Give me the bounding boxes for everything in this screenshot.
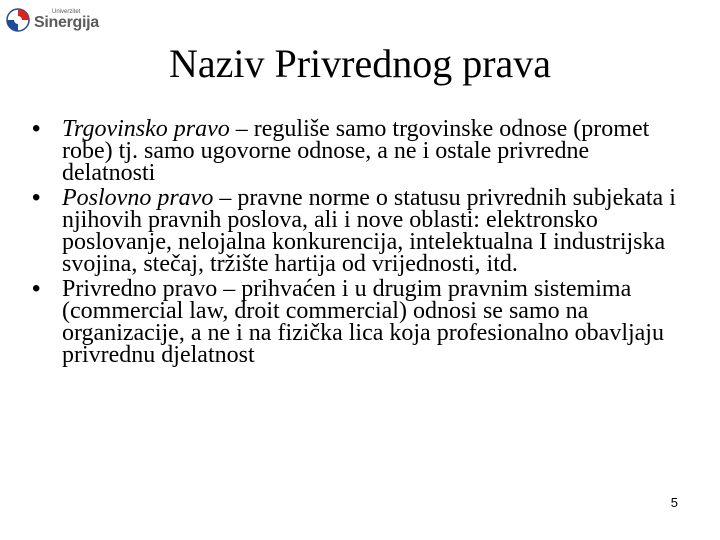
university-logo (6, 5, 99, 35)
logo-brand-text: Sinergija (34, 14, 99, 31)
sinergija-logo-icon (6, 8, 30, 32)
slide-title: Naziv Privrednog prava (168, 41, 552, 86)
bullet-term: Trgovinsko pravo (62, 116, 230, 142)
bullet-text: – reguliše samo trgovinske odnose (promet robe) tj. samo ugovorne odnose, a ne i ostale privredne delatnosti (62, 116, 650, 186)
bullet-text: – pravne norme o statusu privrednih subjekata i njihovih pravnih poslova, ali i nove oblasti: elektronsko poslovanje, nelojalna konkurencija, intelektualna I industrijska svojina, stečaj, tržište hartija od vrijednosti, itd. (62, 185, 676, 277)
bullet-item-trgovinsko (32, 115, 682, 186)
bullet-dot-icon: • (32, 184, 41, 211)
bullet-term: Privredno pravo (62, 276, 218, 302)
bullet-term: Poslovno pravo (62, 185, 214, 211)
bullet-text: – prihvaćen i u drugim pravnim sistemima (commercial law, droit commercial) odnosi se samo na organizacije, a ne i na fizička lica koja profesionalno obavljaju privrednu djelatnost (62, 276, 664, 368)
bullet-item-poslovno (32, 184, 682, 277)
logo-small-text: Univerzitet (52, 9, 81, 15)
bullet-item-privredno (32, 275, 682, 368)
bullet-list (32, 115, 682, 369)
page-number: 5 (670, 495, 678, 510)
bullet-dot-icon: • (32, 275, 41, 302)
bullet-dot-icon: • (32, 115, 41, 142)
